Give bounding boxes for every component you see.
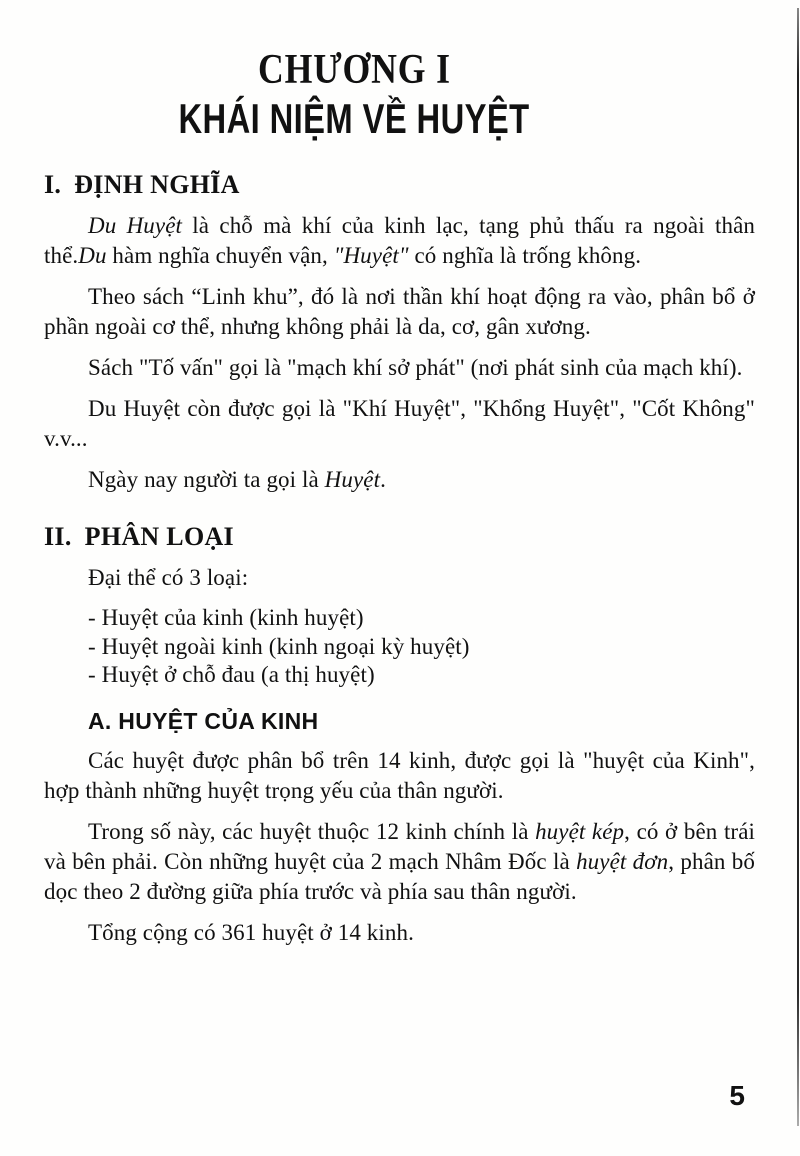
section-title: PHÂN LOẠI — [84, 522, 234, 552]
huyet-type-list — [44, 604, 755, 690]
subsection-heading-huyet-cua-kinh: A. HUYỆT CỦA KINH — [88, 707, 319, 734]
text-run: , phân bố dọc theo 2 đường giữa phía trước và phía sau thân người. — [44, 848, 755, 904]
text-run: huyệt đơn — [576, 848, 669, 874]
list-item-a-thi-huyet: - Huyệt ở chỗ đau (a thị huyệt) — [88, 662, 375, 688]
chapter-header — [0, 0, 800, 143]
text-run: , có ở bên trái và bên phải. Còn những huyệt của 2 mạch Nhâm Đốc là — [44, 818, 755, 874]
chapter-title-text: CHƯƠNG I — [257, 47, 451, 93]
paragraph-other-names: Du Huyệt còn được gọi là "Khí Huyệt", "Khổng Huyệt", "Cốt Không" v.v... — [44, 396, 755, 452]
paragraph-to-van: Sách "Tố vấn" gọi là "mạch khí sở phát" (nơi phát sinh của mạch khí). — [88, 355, 743, 381]
section-heading-phan-loai — [44, 522, 755, 552]
scan-edge-artifact — [797, 8, 799, 1126]
page-content — [44, 170, 755, 948]
paragraph-tong-cong: Tổng cộng có 361 huyệt ở 14 kinh. — [88, 919, 414, 945]
paragraph-dai-the: Đại thể có 3 loại: — [88, 565, 249, 591]
text-run: Du Huyệt — [88, 213, 183, 239]
text-run: . — [380, 467, 386, 493]
section-number: I. — [44, 170, 62, 200]
list-item-kinh-huyet: - Huyệt của kinh (kinh huyệt) — [88, 605, 364, 631]
text-run: huyệt kép — [535, 818, 625, 844]
text-run: có nghĩa là trống không. — [408, 243, 642, 269]
chapter-subtitle-text: KHÁI NIỆM VỀ HUYỆT — [178, 94, 530, 142]
section-title: ĐỊNH NGHĨA — [74, 170, 240, 200]
paragraph-du-huyet-definition — [44, 211, 755, 271]
chapter-subtitle — [0, 95, 708, 144]
list-item-ngoai-kinh: - Huyệt ngoài kinh (kinh ngoại kỳ huyệt) — [88, 633, 470, 659]
text-run: Trong số này, các huyệt thuộc 12 kinh chính là — [88, 818, 536, 844]
paragraph-huyet-kep-don — [44, 817, 755, 907]
text-run: "Huyệt" — [333, 243, 409, 269]
text-run: Huyệt — [324, 467, 381, 493]
text-run: Ngày nay người ta gọi là — [88, 467, 325, 493]
text-run: là chỗ mà khí của kinh lạc, tạng phủ thấu ra ngoài thân thể. — [44, 213, 755, 269]
text-run: Du — [78, 243, 107, 269]
chapter-title — [0, 46, 708, 95]
section-heading-dinh-nghia — [44, 170, 755, 200]
text-run: hàm nghĩa chuyển vận, — [106, 243, 334, 269]
paragraph-huyet-cua-kinh-1: Các huyệt được phân bổ trên 14 kinh, được gọi là "huyệt của Kinh", hợp thành những huyệt trọng yếu của thân người. — [44, 747, 755, 803]
page-number: 5 — [729, 1080, 745, 1111]
paragraph-linh-khu: Theo sách “Linh khu”, đó là nơi thần khí hoạt động ra vào, phân bổ ở phần ngoài cơ thể, nhưng không phải là da, cơ, gân xương. — [44, 284, 755, 340]
section-number: II. — [44, 522, 72, 552]
paragraph-ngay-nay — [44, 465, 755, 495]
